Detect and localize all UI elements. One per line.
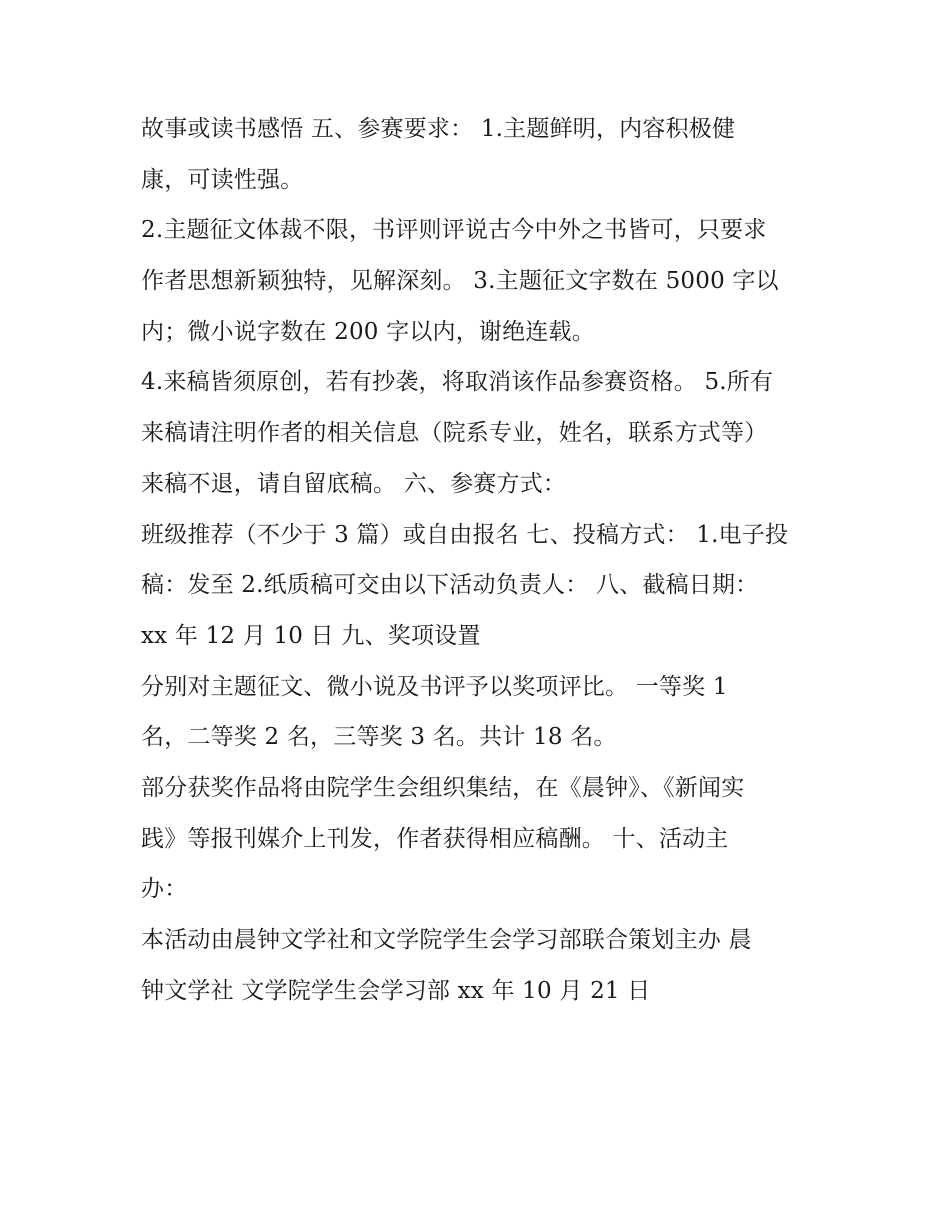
text-line-14: 部分获奖作品将由院学生会组织集结，在《晨钟》、《新闻实 — [141, 774, 745, 801]
text-line-11: xx 年 12 月 10 日 九、奖项设置 — [141, 622, 481, 649]
document-body — [141, 104, 841, 1016]
text-line-13: 名，二等奖 2 名，三等奖 3 名。共计 18 名。 — [141, 724, 617, 751]
text-line-3: 2.主题征文体裁不限，书评则评说古今中外之书皆可，只要求 — [141, 217, 767, 244]
text-line-8: 来稿不退，请自留底稿。 六、参赛方式： — [141, 470, 567, 497]
text-line-4: 作者思想新颖独特，见解深刻。 3.主题征文字数在 5000 字以 — [141, 268, 779, 295]
text-line-7: 来稿请注明作者的相关信息（院系专业，姓名，联系方式等） — [141, 420, 768, 447]
text-line-9: 班级推荐（不少于 3 篇）或自由报名 七、投稿方式： 1.电子投 — [141, 521, 789, 548]
text-line-5: 内；微小说字数在 200 字以内，谢绝连载。 — [141, 318, 595, 345]
text-line-17: 本活动由晨钟文学社和文学院学生会学习部联合策划主办 晨 — [141, 927, 752, 953]
text-line-2: 康，可读性强。 — [141, 166, 304, 193]
text-line-16: 办： — [141, 876, 188, 903]
text-line-15: 践》等报刊媒介上刊发，作者获得相应稿酬。 十、活动主 — [141, 825, 729, 852]
text-line-12: 分别对主题征文、微小说及书评予以奖项评比。 一等奖 1 — [141, 673, 728, 700]
text-line-6: 4.来稿皆须原创，若有抄袭，将取消该作品参赛资格。 5.所有 — [141, 369, 774, 396]
text-line-1: 故事或读书感悟 五、参赛要求： 1.主题鲜明，内容积极健 — [141, 116, 736, 142]
text-line-18: 钟文学社 文学院学生会学习部 xx 年 10 月 21 日 — [141, 977, 651, 1004]
text-line-10: 稿：发至 2.纸质稿可交由以下活动负责人： 八、截稿日期： — [141, 572, 759, 599]
